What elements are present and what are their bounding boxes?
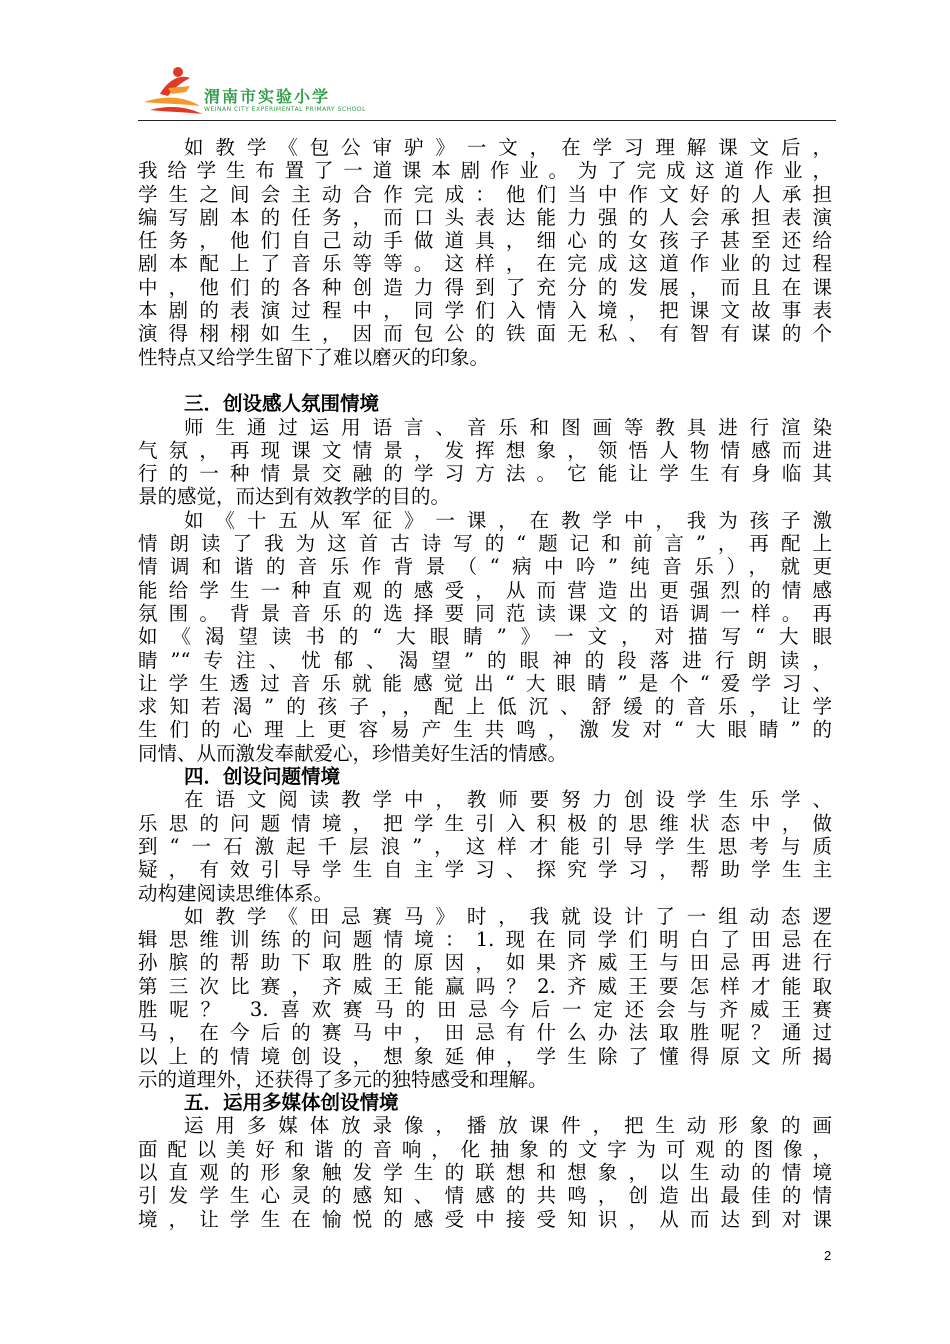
text-line: 演得栩栩如生，因而包公的铁面无私、有智有谋的个	[138, 322, 832, 346]
blank-line	[138, 369, 832, 392]
section-heading: 四．创设问题情境	[184, 765, 341, 789]
text-line: 编写剧本的任务，而口头表达能力强的人会承担表演	[138, 205, 832, 229]
text-line: 面配以美好和谐的音响，化抽象的文字为可观的图像，	[138, 1137, 832, 1161]
text-line: 能给学生一种直观的感受，从而营造出更强烈的情感	[138, 578, 832, 602]
text-line: 辑思维训练的问题情境：1.现在同学们明白了田忌在	[138, 928, 832, 952]
text-line: 情调和谐的音乐作背景（“病中吟”纯音乐），就更	[138, 555, 832, 579]
text-line: 剧本配上了音乐等等。这样，在完成这道作业的过程	[138, 252, 832, 276]
text-line: 到“一石激起千层浪”，这样才能引导学生思考与质	[138, 834, 832, 858]
section-heading: 三．创设感人氛围情境	[184, 392, 380, 416]
text-line: 动构建阅读思维体系。	[138, 881, 334, 905]
text-line: 任务，他们自己动手做道具，细心的女孩子甚至还给	[138, 229, 832, 253]
school-name-english: WEINAN CITY EXPERIMENTAL PRIMARY SCHOOL	[204, 106, 366, 113]
page-number: 2	[824, 1248, 832, 1263]
text-line: 求知若渴”的孩子，，配上低沉、舒缓的音乐，让学	[138, 695, 832, 719]
header-rule	[138, 120, 836, 121]
text-line: 睛”“专注、忧郁、渴望”的眼神的段落进行朗读，	[138, 648, 832, 672]
text-line: 学生之间会主动合作完成：他们当中作文好的人承担	[138, 182, 832, 206]
text-line: 景的感觉，而达到有效教学的目的。	[138, 485, 451, 509]
text-line: 疑，有效引导学生自主学习、探究学习，帮助学生主	[138, 858, 832, 882]
text-line: 如教学《田忌赛马》时，我就设计了一组动态逻	[184, 904, 832, 928]
text-line: 性特点又给学生留下了难以磨灭的印象。	[138, 345, 490, 369]
text-line: 在语文阅读教学中，教师要努力创设学生乐学、	[184, 788, 832, 812]
text-line: 师生通过运用语言、音乐和图画等教具进行渲染	[184, 415, 832, 439]
text-line: 孙膑的帮助下取胜的原因，如果齐威王与田忌再进行	[138, 951, 832, 975]
text-line: 如教学《包公审驴》一文，在学习理解课文后，	[184, 136, 832, 159]
text-line: 如《十五从军征》一课，在教学中，我为孩子激	[184, 508, 832, 532]
text-line: 境，让学生在愉悦的感受中接受知识，从而达到对课	[138, 1207, 832, 1231]
text-line: 胜呢？ 3.喜欢赛马的田忌今后一定还会与齐威王赛	[138, 997, 832, 1021]
text-line: 中，他们的各种创造力得到了充分的发展，而且在课	[138, 275, 832, 299]
text-line: 马，在今后的赛马中，田忌有什么办法取胜呢？通过	[138, 1021, 832, 1045]
text-line: 氛围。背景音乐的选择要同范读课文的语调一样。再	[138, 601, 832, 625]
text-line: 我给学生布置了一道课本剧作业。为了完成这道作业，	[138, 159, 832, 183]
text-line: 气氛，再现课文情景，发挥想象，领悟人物情感而进	[138, 438, 832, 462]
text-line: 以上的情境创设，想象延伸，学生除了懂得原文所揭	[138, 1044, 832, 1068]
school-name: 渭南市实验小学	[204, 87, 331, 106]
text-line: 乐思的问题情境，把学生引入积极的思维状态中，做	[138, 811, 832, 835]
body-text	[138, 136, 832, 1231]
text-line: 示的道理外，还获得了多元的独特感受和理解。	[138, 1067, 548, 1091]
text-line: 同情、从而激发奉献爱心，珍惜美好生活的情感。	[138, 741, 568, 765]
text-line: 让学生透过音乐就能感觉出“大眼睛”是个“爱学习、	[138, 671, 832, 695]
text-line: 以直观的形象触发学生的联想和想象，以生动的情境	[138, 1161, 832, 1185]
text-line: 运用多媒体放录像，播放课件，把生动形象的画	[184, 1114, 832, 1138]
text-line: 情朗读了我为这首古诗写的“题记和前言”，再配上	[138, 532, 832, 556]
text-line: 如《渴望读书的“大眼睛”》一文，对描写“大眼	[138, 625, 832, 649]
section-heading: 五．运用多媒体创设情境	[184, 1091, 399, 1115]
text-line: 生们的心理上更容易产生共鸣，激发对“大眼睛”的	[138, 718, 832, 742]
text-line: 第三次比赛，齐威王能赢吗？2.齐威王要怎样才能取	[138, 974, 832, 998]
text-line: 本剧的表演过程中，同学们入情入境，把课文故事表	[138, 299, 832, 323]
text-line: 行的一种情景交融的学习方法。它能让学生有身临其	[138, 462, 832, 486]
text-line: 引发学生心灵的感知、情感的共鸣，创造出最佳的情	[138, 1184, 832, 1208]
